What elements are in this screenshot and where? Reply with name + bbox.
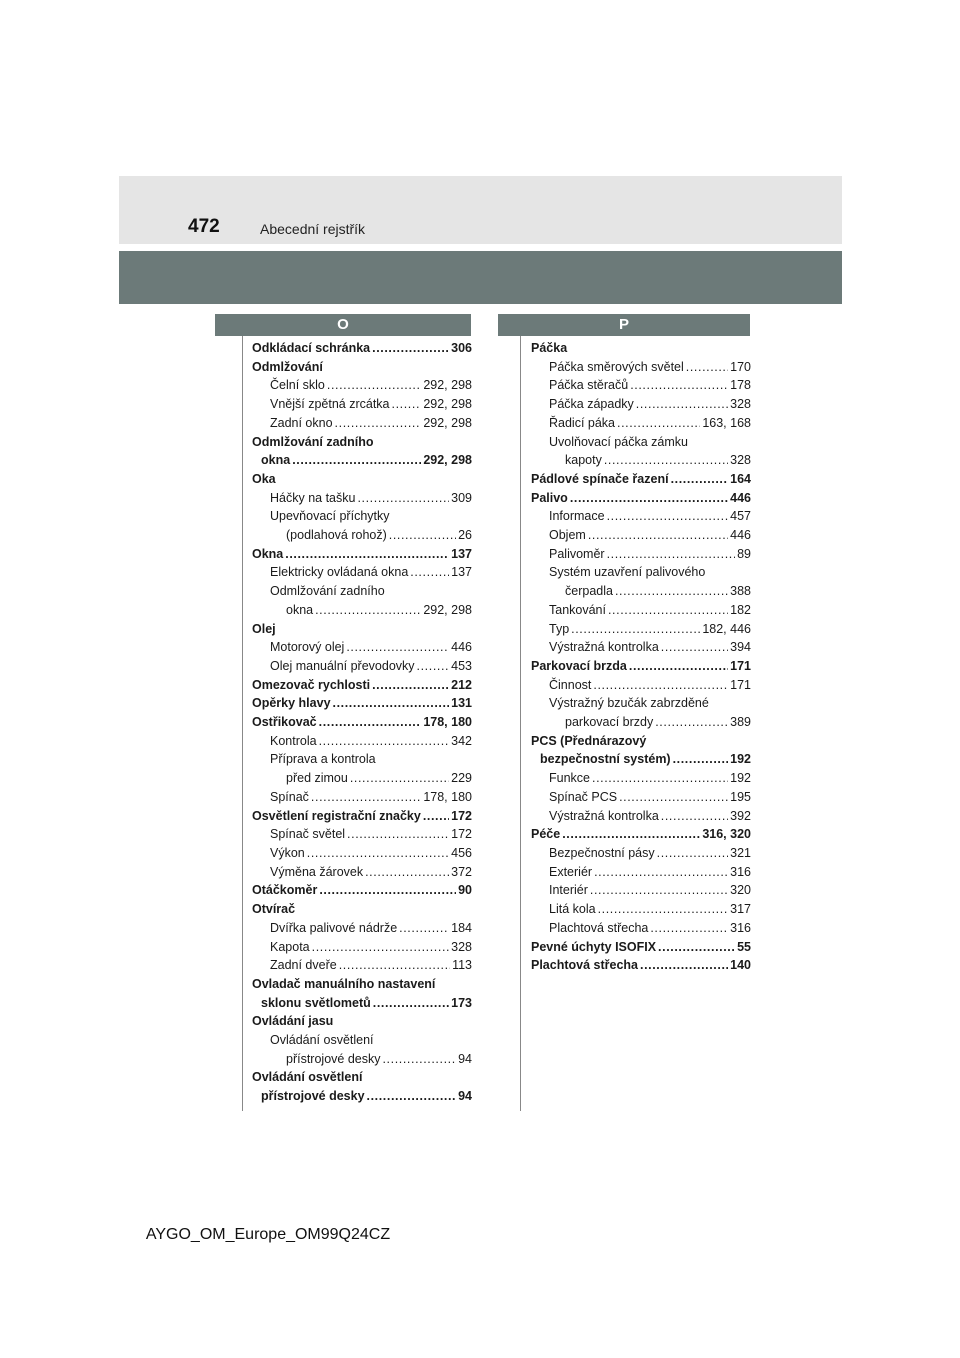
index-entry-term: Informace <box>549 509 605 524</box>
dot-leader <box>357 489 449 508</box>
index-entry-term: Zadní dveře <box>270 958 337 973</box>
index-entry-term: Kapota <box>270 939 310 954</box>
index-entry-pages: 170 <box>730 359 751 374</box>
index-entry <box>252 788 472 807</box>
index-entry-term: okna <box>286 602 314 617</box>
index-entry <box>252 545 472 564</box>
index-entry <box>531 881 751 900</box>
index-entry-pages: 388 <box>730 584 751 599</box>
index-entry <box>252 358 472 377</box>
index-entry-term: Bezpečnostní pásy <box>549 845 655 860</box>
index-entry-term: Odmlžování <box>252 359 323 374</box>
index-entry-term: Opěrky hlavy <box>252 696 331 711</box>
dot-leader <box>657 844 729 863</box>
index-entry-term: přístrojové desky <box>286 1051 381 1066</box>
index-entry-pages: 192 <box>730 752 751 767</box>
index-entry <box>531 414 751 433</box>
index-entry <box>252 395 472 414</box>
header-band <box>119 176 842 244</box>
index-entry-pages: 178, 180 <box>423 789 472 804</box>
index-entry-term: Osvětlení registrační značky <box>252 808 421 823</box>
dot-leader <box>630 376 728 395</box>
index-entry <box>531 844 751 863</box>
dot-leader <box>661 807 728 826</box>
index-entry <box>531 694 751 713</box>
dot-leader <box>382 1050 456 1069</box>
dot-leader <box>350 769 449 788</box>
index-entry <box>252 489 472 508</box>
dot-leader <box>655 713 728 732</box>
dot-leader <box>650 919 728 938</box>
index-entry-pages: 172 <box>451 827 472 842</box>
index-entry-pages: 316 <box>730 864 751 879</box>
index-entry-term: PCS (Přednárazový <box>531 733 647 748</box>
dot-leader <box>372 676 449 695</box>
dot-leader <box>335 414 422 433</box>
index-entry-pages: 26 <box>458 528 472 543</box>
index-entry <box>531 451 751 470</box>
dot-leader <box>604 451 728 470</box>
dot-leader <box>365 863 449 882</box>
dot-leader <box>327 376 421 395</box>
index-entry-pages: 89 <box>737 546 751 561</box>
index-entry-pages: 317 <box>730 902 751 917</box>
index-entry <box>252 433 472 452</box>
index-entry-term: Výstražný bzučák zabrzděné <box>549 696 709 711</box>
index-entry-pages: 316, 320 <box>702 827 751 842</box>
index-entry-term: (podlahová rohož) <box>286 528 387 543</box>
index-entry <box>252 676 472 695</box>
index-entry <box>252 526 472 545</box>
dot-leader <box>389 526 456 545</box>
index-entry <box>252 620 472 639</box>
column-divider-o <box>242 336 243 1111</box>
index-entry-term: před zimou <box>286 771 348 786</box>
index-entry-pages: 171 <box>730 658 751 673</box>
index-entry <box>252 807 472 826</box>
index-entry-term: Zadní okno <box>270 415 333 430</box>
index-entry-pages: 328 <box>451 939 472 954</box>
index-entry <box>252 638 472 657</box>
index-entry <box>252 339 472 358</box>
index-entry-term: Výstražná kontrolka <box>549 640 659 655</box>
index-entry-pages: 309 <box>451 490 472 505</box>
index-entry-term: Exteriér <box>549 864 593 879</box>
index-entry-pages: 55 <box>737 939 751 954</box>
index-entry-term: Výměna žárovek <box>270 864 364 879</box>
index-entry-pages: 195 <box>730 789 751 804</box>
index-column-p <box>531 339 751 975</box>
index-entry-pages: 113 <box>452 958 472 973</box>
index-entry-term: Výstražná kontrolka <box>549 808 659 823</box>
dot-leader <box>661 638 728 657</box>
index-entry-pages: 457 <box>730 509 751 524</box>
dot-leader <box>608 601 728 620</box>
index-entry-term: Okna <box>252 546 284 561</box>
index-entry-pages: 131 <box>451 696 472 711</box>
index-entry-term: Činnost <box>549 677 592 692</box>
index-entry-term: Motorový olej <box>270 640 345 655</box>
index-entry-term: Palivo <box>531 490 568 505</box>
dot-leader <box>607 545 736 564</box>
index-entry-term: Kontrola <box>270 733 317 748</box>
index-entry-pages: 172 <box>451 808 472 823</box>
index-entry <box>252 563 472 582</box>
index-entry-pages: 171 <box>730 677 751 692</box>
index-entry <box>252 994 472 1013</box>
index-entry <box>252 900 472 919</box>
index-entry-pages: 140 <box>730 958 751 973</box>
index-entry-pages: 389 <box>730 715 751 730</box>
index-entry-pages: 163, 168 <box>702 415 751 430</box>
index-entry-term: Interiér <box>549 883 588 898</box>
index-entry-pages: 178, 180 <box>423 715 472 730</box>
index-entry <box>252 769 472 788</box>
dot-leader <box>307 844 449 863</box>
index-entry-term: Parkovací brzda <box>531 658 627 673</box>
index-entry-pages: 137 <box>451 546 472 561</box>
dot-leader <box>410 563 449 582</box>
index-entry-term: Odmlžování zadního <box>270 584 385 599</box>
index-entry-pages: 394 <box>730 640 751 655</box>
index-entry <box>531 545 751 564</box>
dot-leader <box>592 769 728 788</box>
index-entry-term: Pádlové spínače řazení <box>531 471 669 486</box>
index-entry-term: Spínač PCS <box>549 789 618 804</box>
dot-leader <box>629 657 728 676</box>
index-entry-pages: 328 <box>730 397 751 412</box>
index-entry <box>252 863 472 882</box>
index-entry-term: Čelní sklo <box>270 378 325 393</box>
dot-leader <box>673 750 729 769</box>
index-entry-term: čerpadla <box>565 584 613 599</box>
index-entry <box>531 638 751 657</box>
index-entry-pages: 292, 298 <box>423 415 472 430</box>
index-entry-pages: 372 <box>451 864 472 879</box>
dot-leader <box>590 881 728 900</box>
index-entry <box>252 1050 472 1069</box>
index-entry-term: Řadicí páka <box>549 415 616 430</box>
index-entry-pages: 321 <box>730 845 751 860</box>
document-footer: AYGO_OM_Europe_OM99Q24CZ <box>145 1226 391 1243</box>
index-entry <box>531 526 751 545</box>
index-entry-term: Výkon <box>270 845 305 860</box>
index-entry-pages: 192 <box>730 771 751 786</box>
index-entry-term: Páčka směrových světel <box>549 359 684 374</box>
dot-leader <box>619 788 728 807</box>
dot-leader <box>285 545 449 564</box>
index-entry <box>531 676 751 695</box>
index-entry <box>252 657 472 676</box>
dot-leader <box>311 788 421 807</box>
dot-leader <box>570 489 728 508</box>
index-entry-term: Objem <box>549 528 586 543</box>
dot-leader <box>319 713 422 732</box>
index-entry-term: Spínač světel <box>270 827 346 842</box>
index-entry <box>531 825 751 844</box>
index-entry <box>531 489 751 508</box>
index-entry <box>531 863 751 882</box>
index-entry <box>252 1068 472 1087</box>
index-entry-pages: 453 <box>451 658 472 673</box>
dot-leader <box>423 807 449 826</box>
header-dark-band <box>119 251 842 304</box>
dot-leader <box>367 1087 457 1106</box>
index-entry <box>531 507 751 526</box>
index-entry <box>531 750 751 769</box>
index-entry-term: Ovladač manuálního nastavení <box>252 976 436 991</box>
index-entry <box>531 582 751 601</box>
index-entry-term: Háčky na tašku <box>270 490 356 505</box>
index-entry-term: Vnější zpětná zrcátka <box>270 397 390 412</box>
index-entry <box>252 470 472 489</box>
index-entry <box>531 470 751 489</box>
index-entry <box>531 563 751 582</box>
index-entry <box>531 713 751 732</box>
index-entry-pages: 342 <box>451 733 472 748</box>
index-entry <box>252 1031 472 1050</box>
index-entry <box>252 750 472 769</box>
index-entry-pages: 182, 446 <box>702 621 751 636</box>
index-entry-term: Spínač <box>270 789 309 804</box>
dot-leader <box>607 507 729 526</box>
index-entry-term: Páčka západky <box>549 397 634 412</box>
index-entry <box>252 825 472 844</box>
index-entry-pages: 446 <box>730 528 751 543</box>
index-entry-pages: 184 <box>451 920 472 935</box>
index-entry <box>531 900 751 919</box>
index-entry-term: Plachtová střecha <box>549 920 649 935</box>
dot-leader <box>617 414 700 433</box>
dot-leader <box>392 395 422 414</box>
dot-leader <box>333 694 450 713</box>
column-divider-p <box>520 336 521 1111</box>
index-entry-pages: 164 <box>730 471 751 486</box>
index-entry <box>531 807 751 826</box>
index-entry-term: Otáčkoměr <box>252 883 318 898</box>
index-entry-pages: 292, 298 <box>423 453 472 468</box>
dot-leader <box>417 657 450 676</box>
index-entry-term: kapoty <box>565 453 602 468</box>
dot-leader <box>315 601 421 620</box>
page-number: 472 <box>188 216 220 237</box>
dot-leader <box>562 825 700 844</box>
index-entry-term: Příprava a kontrola <box>270 752 376 767</box>
index-entry <box>252 694 472 713</box>
index-entry-term: Omezovač rychlosti <box>252 677 371 692</box>
index-entry-pages: 328 <box>730 453 751 468</box>
index-entry-term: Tankování <box>549 602 606 617</box>
index-entry-term: Palivoměr <box>549 546 605 561</box>
dot-leader <box>598 900 729 919</box>
index-entry-term: Uvolňovací páčka zámku <box>549 434 688 449</box>
index-entry <box>252 582 472 601</box>
index-entry-term: Plachtová střecha <box>531 958 638 973</box>
dot-leader <box>686 358 728 377</box>
index-entry <box>252 713 472 732</box>
dot-leader <box>373 994 449 1013</box>
dot-leader <box>671 470 729 489</box>
index-entry-term: Systém uzavření palivového <box>549 565 706 580</box>
index-entry <box>531 657 751 676</box>
index-entry-term: Dvířka palivové nádrže <box>270 920 398 935</box>
index-entry-term: Olej manuální převodovky <box>270 658 415 673</box>
index-entry <box>531 956 751 975</box>
index-entry <box>252 975 472 994</box>
index-entry <box>531 601 751 620</box>
index-entry-term: Ovládání jasu <box>252 1014 334 1029</box>
dot-leader <box>588 526 728 545</box>
dot-leader <box>594 863 728 882</box>
index-entry-pages: 182 <box>730 602 751 617</box>
index-entry-pages: 178 <box>730 378 751 393</box>
index-entry <box>252 881 472 900</box>
index-entry <box>531 358 751 377</box>
index-entry <box>531 769 751 788</box>
index-entry <box>531 433 751 452</box>
index-entry-pages: 229 <box>451 771 472 786</box>
index-entry-pages: 392 <box>730 808 751 823</box>
index-entry <box>252 732 472 751</box>
dot-leader <box>319 881 456 900</box>
index-entry <box>252 938 472 957</box>
index-entry <box>252 451 472 470</box>
index-entry-pages: 446 <box>451 640 472 655</box>
index-entry-pages: 446 <box>730 490 751 505</box>
dot-leader <box>319 732 450 751</box>
dot-leader <box>658 938 735 957</box>
index-entry <box>252 376 472 395</box>
index-entry-pages: 212 <box>451 677 472 692</box>
dot-leader <box>347 825 449 844</box>
index-entry-pages: 137 <box>451 565 472 580</box>
index-entry-term: Elektricky ovládaná okna <box>270 565 409 580</box>
index-entry <box>252 1012 472 1031</box>
index-entry-term: Typ <box>549 621 570 636</box>
index-entry-pages: 90 <box>458 883 472 898</box>
index-entry-pages: 94 <box>458 1051 472 1066</box>
index-entry <box>531 395 751 414</box>
index-entry-term: Ovládání osvětlení <box>252 1070 363 1085</box>
index-entry-term: Odmlžování zadního <box>252 434 374 449</box>
index-entry <box>531 620 751 639</box>
index-entry <box>252 956 472 975</box>
dot-leader <box>636 395 728 414</box>
index-entry-term: Litá kola <box>549 902 596 917</box>
dot-leader <box>593 676 728 695</box>
dot-leader <box>640 956 728 975</box>
index-entry-term: Péče <box>531 827 561 842</box>
index-entry <box>531 919 751 938</box>
index-entry-term: Otvírač <box>252 902 296 917</box>
dot-leader <box>571 620 700 639</box>
index-entry-term: Ovládání osvětlení <box>270 1033 374 1048</box>
dot-leader <box>615 582 728 601</box>
index-entry <box>252 844 472 863</box>
index-entry-term: Oka <box>252 471 276 486</box>
index-entry <box>531 339 751 358</box>
index-entry-term: bezpečnostní systém) <box>540 752 671 767</box>
index-entry-pages: 306 <box>451 341 472 355</box>
index-entry <box>252 414 472 433</box>
index-entry-term: Upevňovací příchytky <box>270 509 390 524</box>
index-entry <box>252 507 472 526</box>
index-entry <box>252 601 472 620</box>
index-entry <box>252 919 472 938</box>
index-entry-term: sklonu světlometů <box>261 995 371 1010</box>
index-entry-term: Páčka <box>531 341 568 355</box>
index-entry-pages: 173 <box>451 995 472 1010</box>
index-entry-pages: 292, 298 <box>423 378 472 393</box>
index-entry-term: Olej <box>252 621 276 636</box>
index-column-o <box>252 339 472 1106</box>
index-entry-term: okna <box>261 453 291 468</box>
dot-leader <box>292 451 421 470</box>
index-entry-pages: 456 <box>451 845 472 860</box>
index-entry-term: Odkládací schránka <box>252 341 371 355</box>
index-entry-pages: 292, 298 <box>423 397 472 412</box>
index-entry <box>531 376 751 395</box>
index-entry-term: Pevné úchyty ISOFIX <box>531 939 657 954</box>
index-entry-pages: 316 <box>730 920 751 935</box>
dot-leader <box>339 956 450 975</box>
index-entry <box>531 788 751 807</box>
dot-leader <box>346 638 449 657</box>
dot-leader <box>372 339 449 358</box>
section-title: Abecední rejstřík <box>260 221 366 237</box>
letter-header-o: O <box>215 314 471 336</box>
letter-header-p: P <box>498 314 750 336</box>
dot-leader <box>312 938 450 957</box>
index-entry-term: parkovací brzdy <box>565 715 654 730</box>
index-entry-term: Funkce <box>549 771 590 786</box>
index-entry <box>252 1087 472 1106</box>
index-entry-pages: 292, 298 <box>423 602 472 617</box>
index-entry <box>531 938 751 957</box>
index-entry-pages: 94 <box>458 1089 472 1104</box>
index-entry-pages: 320 <box>730 883 751 898</box>
dot-leader <box>399 919 449 938</box>
index-entry <box>531 732 751 751</box>
index-entry-term: přístrojové desky <box>261 1089 365 1104</box>
index-entry-term: Páčka stěračů <box>549 378 629 393</box>
index-entry-term: Ostřikovač <box>252 715 317 730</box>
